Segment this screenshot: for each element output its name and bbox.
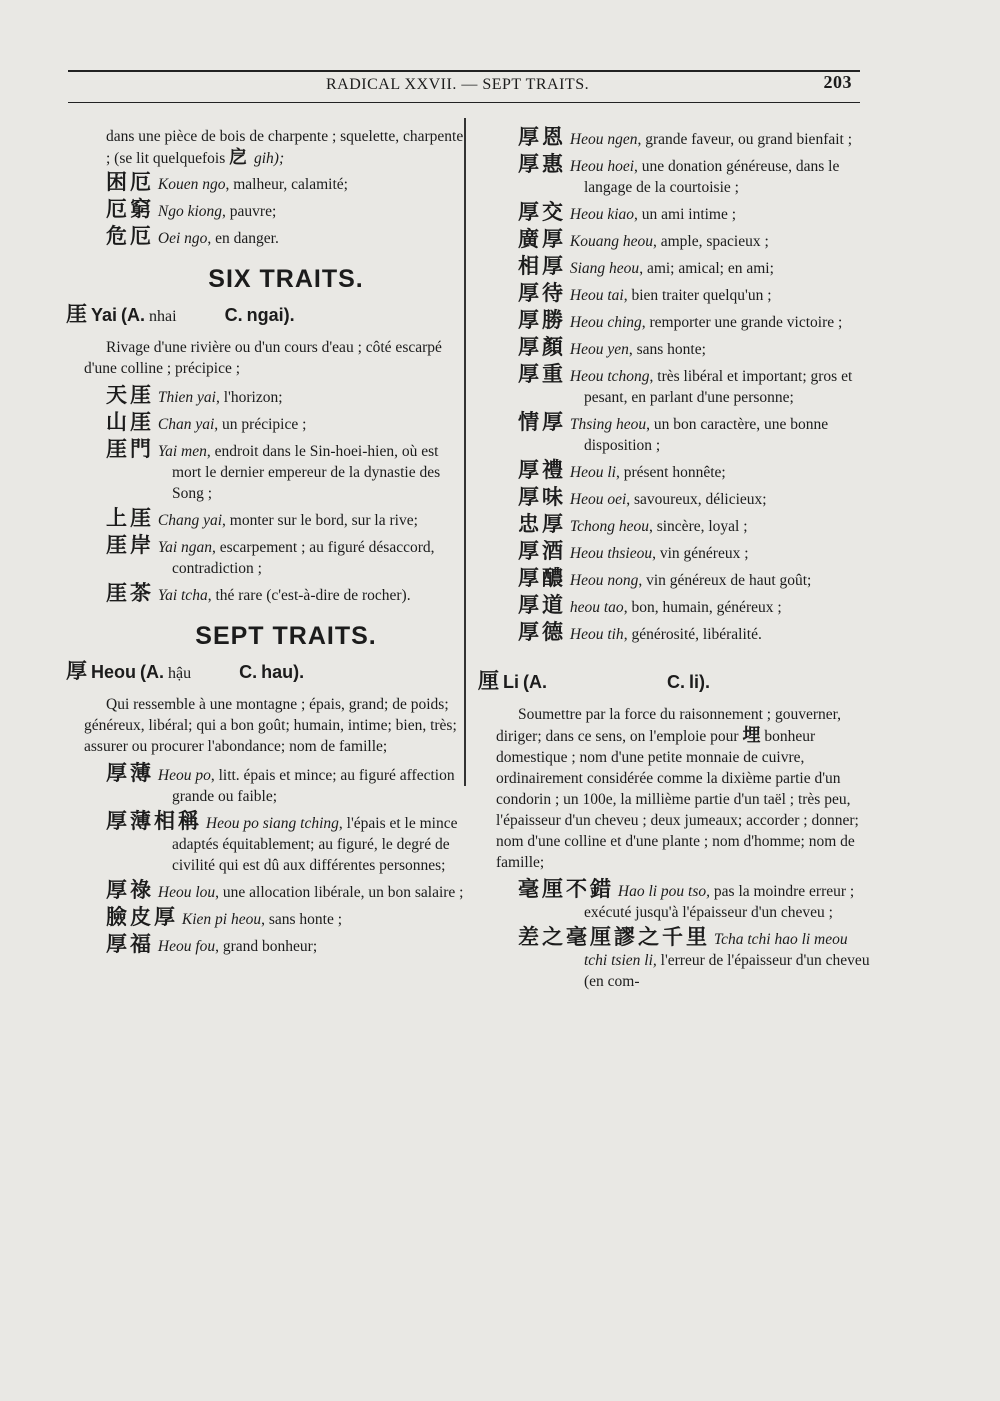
dictionary-entry — [518, 487, 870, 510]
entry-romanization: Heou oei — [569, 491, 627, 508]
entry-characters: 厚道 — [518, 593, 566, 617]
definition-li: Soumettre par la force du raisonnement ; gouverner, diriger; dans ce sens, on l'emploie pour 埋 bonheur domestique ; nom d'une petite monnaie de cuivre, ordinairement considérée comme la dixième partie d'un condorin ; un 100e, la millième partie d'un taël ; très peu, l'épaisseur d'un cheveu ; deux jumeaux; accorder ; donner; nom d'une colline et d'une plante ; nom d'homme; nom de famille; — [496, 706, 859, 871]
dictionary-entry — [106, 439, 466, 504]
entry-romanization: Tchong heou — [569, 518, 649, 535]
entry-characters: 厚德 — [518, 620, 566, 644]
dictionary-entry — [106, 583, 466, 606]
entry-romanization: Tcha tchi hao li meou tchi tsien li, — [584, 931, 848, 969]
dictionary-entry — [518, 541, 870, 564]
dictionary-entry — [518, 283, 870, 306]
entry-definition: , sans honte; — [628, 341, 706, 358]
dictionary-entry — [518, 927, 870, 992]
entry-characters: 厚福 — [106, 932, 154, 956]
entry-romanization: Heou ching — [569, 314, 642, 331]
dictionary-entry — [106, 199, 466, 222]
dictionary-entry — [106, 412, 466, 435]
entry-definition: , monter sur le bord, sur la rive; — [222, 512, 418, 529]
section-six-traits: SIX TRAITS. — [208, 265, 364, 293]
entry-characters: 天厓 — [106, 383, 154, 407]
entry-definition: , ami; amical; en ami; — [639, 260, 774, 277]
entry-characters: 厚顏 — [518, 335, 566, 359]
dictionary-entry — [518, 412, 870, 456]
entry-definition: , un bon caractère, une bonne disposition ; — [584, 416, 829, 454]
entry-head-heou: 厚 Heou (A. hậu C. hau). — [66, 659, 305, 683]
entry-definition: , sincère, loyal ; — [648, 518, 748, 535]
entry-romanization: Thien yai — [157, 389, 216, 406]
entry-romanization: Heou fou — [157, 938, 216, 955]
entry-romanization: Hao li pou tso, — [617, 883, 711, 900]
entry-definition: , l'horizon; — [216, 389, 283, 406]
dictionary-entry — [518, 568, 870, 591]
dictionary-entry — [518, 256, 870, 279]
dictionary-entry — [106, 535, 466, 579]
entry-definition: , sans honte ; — [261, 911, 343, 928]
entry-head-yai: 厓 Yai (A. nhai C. ngai). — [66, 302, 295, 326]
entry-definition: , ample, spacieux ; — [652, 233, 769, 250]
dictionary-entry — [106, 226, 466, 249]
dictionary-entry — [518, 127, 870, 150]
entry-characters: 厚薄相稱 — [106, 809, 202, 833]
entry-romanization: Yai ngan — [157, 539, 213, 556]
entry-romanization: Heou yen — [569, 341, 629, 358]
entry-characters: 厚酒 — [518, 539, 566, 563]
dictionary-entry — [106, 811, 466, 876]
entry-definition: , grande faveur, ou grand bienfait ; — [637, 131, 853, 148]
entry-definition: , l'épais et le mince adaptés équitablement; au figuré, le degré de civilité qui est dû aux différentes personnes; — [172, 815, 458, 874]
entry-romanization: Yai men — [157, 443, 207, 460]
entry-romanization: Thsing heou — [569, 416, 647, 433]
dictionary-entry — [106, 934, 466, 957]
entry-definition: , bien traiter quelqu'un ; — [623, 287, 772, 304]
header-rule-top — [68, 70, 860, 72]
entry-head-li: 厘 Li (A. C. li). — [478, 669, 710, 693]
right-column — [478, 124, 870, 996]
dictionary-entry — [518, 514, 870, 537]
dictionary-entry — [106, 880, 466, 903]
entry-characters: 厓岸 — [106, 533, 154, 557]
entry-characters: 廣厚 — [518, 227, 566, 251]
entry-romanization: Heou kiao — [569, 206, 635, 223]
continuation-text: dans une pièce de bois de charpente ; squelette, charpente ; (se lit quelquefois 戹 gih); — [106, 128, 464, 168]
entry-romanization: Heou tih — [569, 626, 624, 643]
entry-characters: 厚醲 — [518, 566, 566, 590]
entry-definition: , générosité, libéralité. — [623, 626, 762, 643]
entry-romanization: heou tao — [569, 599, 624, 616]
entry-characters: 厓茶 — [106, 581, 154, 605]
entry-romanization: Heou nong — [569, 572, 639, 589]
entry-romanization: Yai tcha — [157, 587, 208, 604]
entry-characters: 忠厚 — [518, 512, 566, 536]
header-title: RADICAL XXVII. — SEPT TRAITS. — [326, 76, 590, 93]
entry-romanization: Heou ngen — [569, 131, 638, 148]
entry-romanization: Heou lou — [157, 884, 216, 901]
entry-romanization: Kouang heou — [569, 233, 653, 250]
entry-definition: , pauvre; — [222, 203, 277, 220]
entry-characters: 厚重 — [518, 362, 566, 386]
entry-characters: 臉皮厚 — [106, 905, 178, 929]
entry-characters: 厄窮 — [106, 197, 154, 221]
entry-definition: l'erreur de l'épaisseur d'un cheveu (en com- — [584, 952, 870, 990]
entry-definition: , une allocation libérale, un bon salaire ; — [215, 884, 464, 901]
entry-definition: , escarpement ; au figuré désaccord, contradiction ; — [172, 539, 435, 577]
entry-characters: 毫厘不錯 — [518, 877, 614, 901]
entry-characters: 厚祿 — [106, 878, 154, 902]
dictionary-entry — [518, 154, 870, 198]
dictionary-entry — [106, 508, 466, 531]
header-rule-bottom — [68, 102, 860, 103]
definition-yai: Rivage d'une rivière ou d'un cours d'eau ; côté escarpé d'une colline ; précipice ; — [84, 339, 442, 377]
entry-characters: 厚薄 — [106, 761, 154, 785]
entry-characters: 上厓 — [106, 506, 154, 530]
entry-romanization: Heou thsieou — [569, 545, 653, 562]
entry-characters: 厚勝 — [518, 308, 566, 332]
dictionary-entry — [106, 907, 466, 930]
left-column — [66, 126, 466, 961]
entry-romanization: Kien pi heou — [181, 911, 262, 928]
entry-romanization: Kouen ngo — [157, 176, 226, 193]
dictionary-entry — [518, 595, 870, 618]
entry-characters: 山厓 — [106, 410, 154, 434]
entry-characters: 情厚 — [518, 410, 566, 434]
entry-definition: , savoureux, délicieux; — [626, 491, 767, 508]
dictionary-entry — [518, 229, 870, 252]
entry-definition: , litt. épais et mince; au figuré affection grande ou faible; — [172, 767, 455, 805]
page-number: 203 — [823, 72, 852, 92]
definition-heou: Qui ressemble à une montagne ; épais, grand; de poids; généreux, libéral; qui a bon goût; humain, intime; bien, très; assurer ou procurer l'abondance; nom de famille; — [84, 696, 457, 755]
entry-characters: 厓門 — [106, 437, 154, 461]
entry-characters: 厚待 — [518, 281, 566, 305]
entry-romanization: Heou tchong — [569, 368, 650, 385]
entry-definition: pas la moindre erreur ; exécuté jusqu'à l'épaisseur d'un cheveu ; — [584, 883, 855, 921]
entry-romanization: Heou po — [157, 767, 211, 784]
entry-romanization: Heou tai — [569, 287, 624, 304]
entry-characters: 厚禮 — [518, 458, 566, 482]
entry-characters: 差之毫厘謬之千里 — [518, 925, 710, 949]
dictionary-entry — [106, 763, 466, 807]
entry-characters: 厚恩 — [518, 125, 566, 149]
entry-characters: 厚交 — [518, 200, 566, 224]
entry-definition: , grand bonheur; — [215, 938, 318, 955]
entry-romanization: Ngo kiong — [157, 203, 223, 220]
entry-definition: , une donation généreuse, dans le langage de la courtoisie ; — [584, 158, 840, 196]
entry-definition: , en danger. — [207, 230, 279, 247]
entry-definition: , un précipice ; — [214, 416, 307, 433]
dictionary-entry — [518, 364, 870, 408]
entry-romanization: Siang heou — [569, 260, 640, 277]
entry-romanization: Chang yai — [157, 512, 223, 529]
entry-definition: , un ami intime ; — [634, 206, 737, 223]
dictionary-entry — [518, 310, 870, 333]
dictionary-entry — [518, 622, 870, 645]
entry-definition: , endroit dans le Sin-hoei-hien, où est mort le dernier empereur de la dynastie des Song ; — [172, 443, 441, 502]
entry-definition: , vin généreux ; — [652, 545, 749, 562]
entry-definition: , présent honnête; — [615, 464, 726, 481]
entry-definition: , thé rare (c'est-à-dire de rocher). — [207, 587, 411, 604]
entry-definition: , bon, humain, généreux ; — [623, 599, 782, 616]
running-header — [68, 72, 860, 98]
entry-romanization: Oei ngo — [157, 230, 208, 247]
entry-romanization: Heou li — [569, 464, 616, 481]
entry-characters: 相厚 — [518, 254, 566, 278]
entry-characters: 厚惠 — [518, 152, 566, 176]
entry-definition: , vin généreux de haut goût; — [638, 572, 812, 589]
dictionary-entry — [106, 385, 466, 408]
dictionary-entry — [518, 337, 870, 360]
entry-definition: , remporter une grande victoire ; — [641, 314, 843, 331]
dictionary-entry — [518, 202, 870, 225]
entry-romanization: Heou po siang tching — [205, 815, 339, 832]
dictionary-entry — [106, 172, 466, 195]
dictionary-entry — [518, 460, 870, 483]
entry-romanization: Heou hoei — [569, 158, 635, 175]
entry-definition: , malheur, calamité; — [225, 176, 348, 193]
entry-characters: 困厄 — [106, 170, 154, 194]
entry-characters: 厚味 — [518, 485, 566, 509]
entry-romanization: Chan yai — [157, 416, 215, 433]
section-sept-traits: SEPT TRAITS. — [195, 622, 377, 650]
dictionary-entry — [518, 879, 870, 923]
entry-characters: 危厄 — [106, 224, 154, 248]
entry-definition: , très libéral et important; gros et pesant, en parlant d'une personne; — [584, 368, 853, 406]
